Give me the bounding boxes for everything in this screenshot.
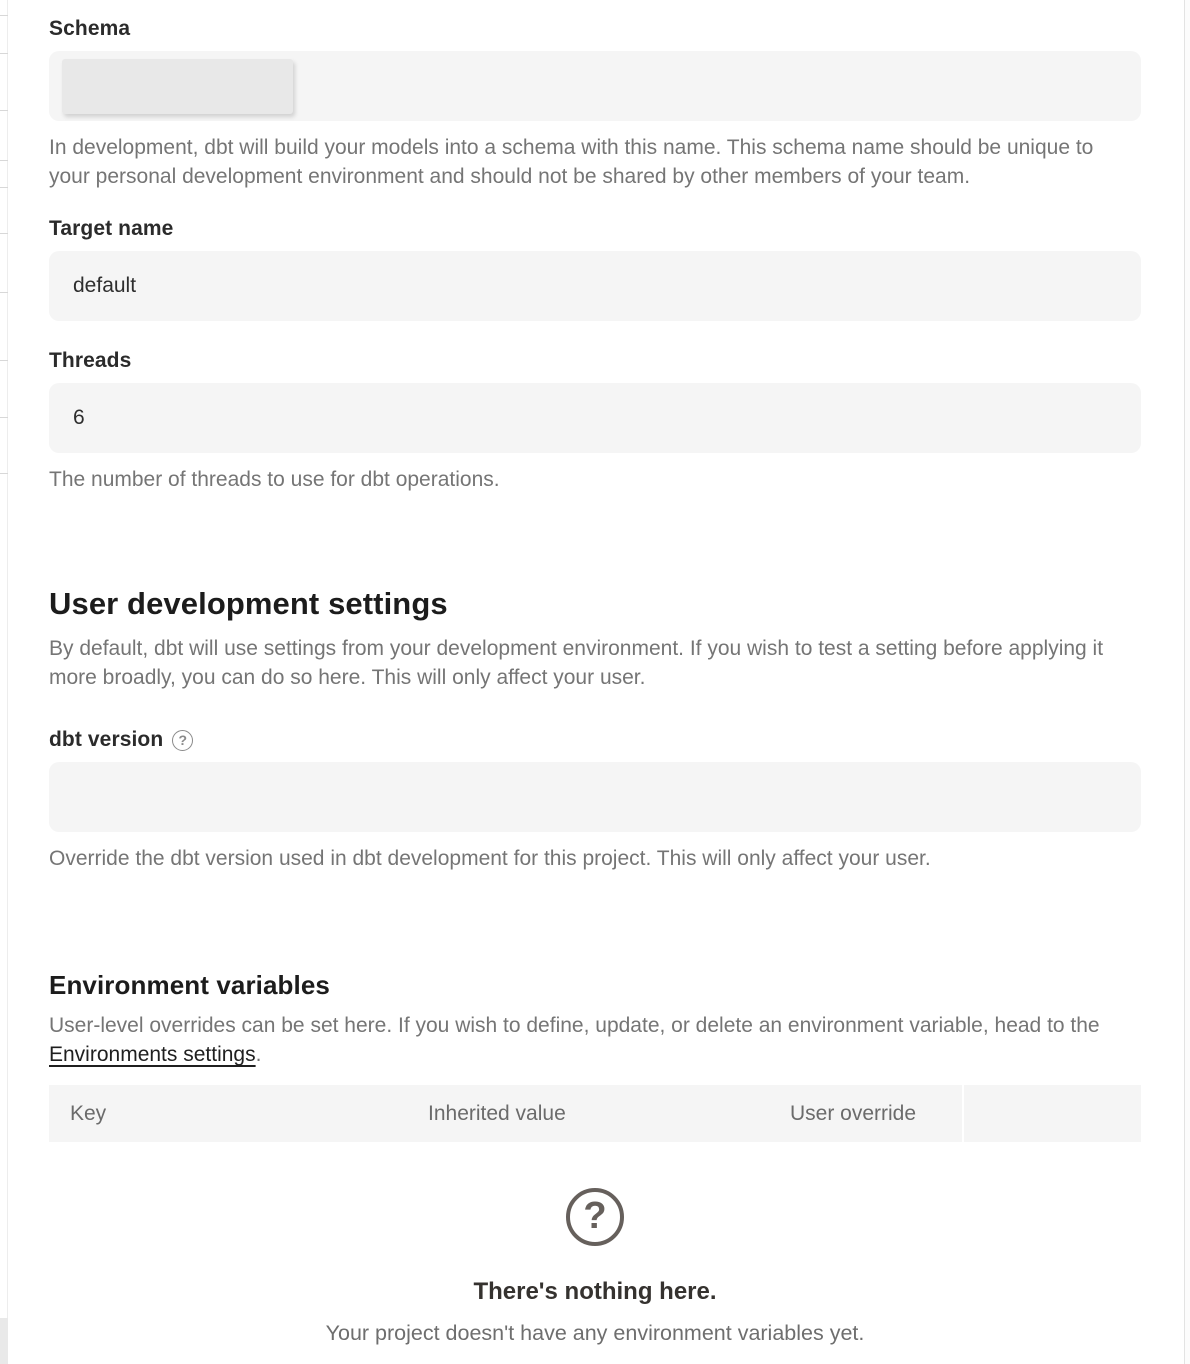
threads-help-text: The number of threads to use for dbt operations. bbox=[49, 468, 500, 491]
column-header-actions bbox=[962, 1085, 1141, 1142]
scrollbar-gutter[interactable] bbox=[1184, 0, 1190, 1364]
panel-edge-tick bbox=[0, 292, 8, 293]
environment-variables-description-period: . bbox=[255, 1043, 262, 1066]
empty-state-title: There's nothing here. bbox=[473, 1278, 717, 1305]
schema-loading-skeleton bbox=[62, 59, 293, 114]
env-vars-empty-state bbox=[49, 1188, 1141, 1346]
schema-label: Schema bbox=[49, 17, 131, 40]
panel-edge-tick bbox=[0, 187, 8, 188]
panel-edge-tick bbox=[0, 473, 8, 474]
schema-help-text: In development, dbt will build your models into a schema with this name. This schema name should be unique to your personal development environment and should not be shared by other members of your team. bbox=[49, 136, 1094, 188]
panel-edge-tick bbox=[0, 110, 8, 111]
panel-edge-tick bbox=[0, 53, 8, 54]
panel-edge-tick bbox=[0, 233, 8, 234]
left-panel-edge bbox=[0, 0, 8, 1364]
column-header-user-override: User override bbox=[790, 1101, 917, 1125]
panel-edge-block bbox=[0, 1318, 8, 1364]
dbt-version-label: dbt version bbox=[49, 728, 164, 751]
environments-settings-link[interactable]: Environments settings bbox=[49, 1043, 256, 1066]
threads-label: Threads bbox=[49, 349, 132, 372]
env-vars-table-header bbox=[49, 1085, 1141, 1142]
environment-variables-description bbox=[49, 1011, 1109, 1069]
user-development-settings-description: By default, dbt will use settings from your development environment. If you wish to test a setting before applying it more broadly, you can do so here. This will only affect your user. bbox=[49, 637, 1104, 689]
environment-variables-description-text: User-level overrides can be set here. If you wish to define, update, or delete an environment variable, head to the bbox=[49, 1014, 1100, 1037]
user-development-settings-heading: User development settings bbox=[49, 586, 448, 621]
target-name-input[interactable] bbox=[49, 251, 1141, 321]
panel-edge-tick bbox=[0, 15, 8, 16]
environment-variables-heading: Environment variables bbox=[49, 970, 330, 1000]
panel-edge-tick bbox=[0, 160, 8, 161]
schema-input[interactable] bbox=[49, 51, 1141, 121]
panel-edge-tick bbox=[0, 360, 8, 361]
column-header-key: Key bbox=[70, 1101, 107, 1125]
empty-state-subtitle: Your project doesn't have any environment variables yet. bbox=[325, 1321, 865, 1345]
target-name-label: Target name bbox=[49, 217, 174, 240]
dbt-version-input[interactable] bbox=[49, 762, 1141, 832]
dbt-version-help-text: Override the dbt version used in dbt development for this project. This will only affect your user. bbox=[49, 847, 931, 870]
panel-edge-tick bbox=[0, 417, 8, 418]
threads-input[interactable] bbox=[49, 383, 1141, 453]
column-header-inherited-value: Inherited value bbox=[428, 1101, 566, 1125]
question-circle-icon: ? bbox=[566, 1188, 624, 1246]
question-circle-icon[interactable]: ? bbox=[172, 730, 193, 751]
project-credentials-settings-panel bbox=[49, 0, 1141, 1346]
